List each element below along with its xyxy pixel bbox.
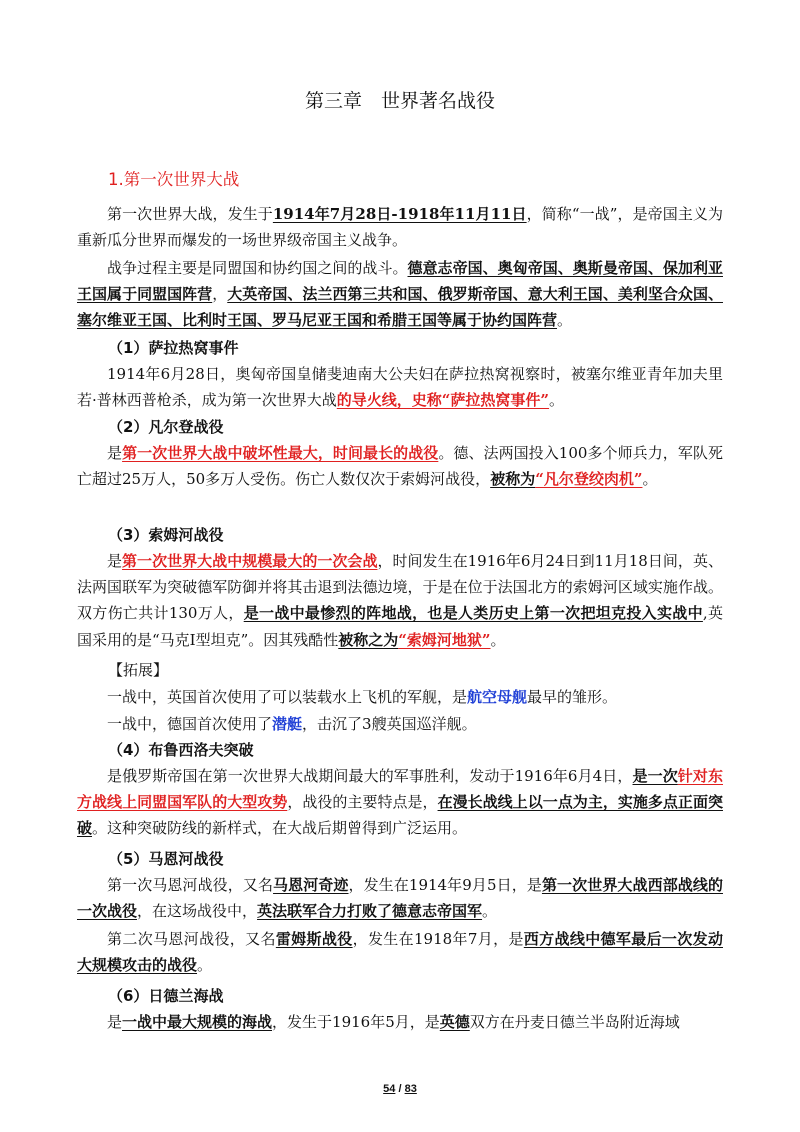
subheading-marne: （5）马恩河战役	[108, 850, 224, 868]
paragraph-jutland: 是一战中最大规模的海战，发生于1916年5月，是英德双方在丹麦日德兰半岛附近海域	[107, 1013, 680, 1031]
chapter-title: 第三章 世界著名战役	[304, 90, 495, 112]
subheading-sarajevo: （1）萨拉热窝事件	[108, 339, 239, 357]
paragraph-expand-submarine: 一战中，德国首次使用了潜艇，击沉了3艘英国巡洋舰。	[107, 715, 477, 733]
section-heading: 1.第一次世界大战	[108, 170, 240, 189]
paragraph-brusilov: 是俄罗斯帝国在第一次世界大战期间最大的军事胜利，发动于1916年6月4日，是一次针对东方战线上同盟国军队的大型攻势，战役的主要特点是，在漫长战线上以一点为主，实施多点正面突破。这种突破防线的新样式，在大战后期曾得到广泛运用。	[77, 767, 723, 838]
paragraph-sarajevo: 1914年6月28日，奥匈帝国皇储斐迪南大公夫妇在萨拉热窝视察时，被塞尔维亚青年加夫里若·普林西普枪杀，成为第一次世界大战的导火线，史称“萨拉热窝事件”。	[77, 365, 723, 410]
paragraph-marne-second: 第二次马恩河战役，又名雷姆斯战役，发生在1918年7月，是西方战线中德军最后一次发动大规模攻击的战役。	[77, 930, 723, 975]
subheading-somme: （3）索姆河战役	[108, 526, 224, 544]
page-number: 54	[383, 1083, 396, 1095]
subheading-brusilov: （4）布鲁西洛夫突破	[108, 741, 254, 759]
paragraph-verdun: 是第一次世界大战中破坏性最大，时间最长的战役。德、法两国投入100多个师兵力，军队死亡超过25万人，50多万人受伤。伤亡人数仅次于索姆河战役，被称为“凡尔登绞肉机”。	[77, 444, 723, 489]
paragraph-marne-first: 第一次马恩河战役，又名马恩河奇迹，发生在1914年9月5日，是第一次世界大战西部战线的一次战役，在这场战役中，英法联军合力打败了德意志帝国军。	[77, 876, 723, 921]
paragraph-intro: 第一次世界大战，发生于1914年7月28日-1918年11月11日，简称“一战”，是帝国主义为重新瓜分世界而爆发的一场世界级帝国主义战争。	[77, 205, 723, 250]
subheading-verdun: （2）凡尔登战役	[108, 418, 224, 436]
page-footer: 54 / 83	[383, 1083, 417, 1095]
page-total: 83	[404, 1083, 417, 1095]
paragraph-somme: 是第一次世界大战中规模最大的一次会战，时间发生在1916年6月24日到11月18日间，英、法两国联军为突破德军防御并将其击退到法德边境，于是在位于法国北方的索姆河区域实施作战。双方伤亡共计130万人，是一战中最惨烈的阵地战，也是人类历史上第一次把坦克投入实战中,英国采用的是“马克Ⅰ型坦克”。因其残酷性被称之为“索姆河地狱”。	[77, 552, 723, 649]
expand-label: 【拓展】	[108, 661, 169, 679]
paragraph-expand-carrier: 一战中，英国首次使用了可以装载水上飞机的军舰，是航空母舰最早的雏形。	[107, 688, 618, 706]
paragraph-alliances: 战争过程主要是同盟国和协约国之间的战斗。德意志帝国、奥匈帝国、奥斯曼帝国、保加利亚王国属于同盟国阵营，大英帝国、法兰西第三共和国、俄罗斯帝国、意大利王国、美利坚合众国、塞尔维亚王国、比利时王国、罗马尼亚王国和希腊王国等属于协约国阵营。	[77, 259, 723, 330]
war-dates: 1914年7月28日-1918年11月11日	[272, 205, 527, 223]
central-powers: 德意志帝国、奥匈帝国、奥斯曼帝国、保加利亚王国属于同盟国阵营	[77, 259, 723, 304]
subheading-jutland: （6）日德兰海战	[108, 987, 224, 1005]
entente-powers: 大英帝国、法兰西第三共和国、俄罗斯帝国、意大利王国、美利坚合众国、塞尔维亚王国、比利时王国、罗马尼亚王国和希腊王国等属于协约国阵营	[77, 285, 723, 330]
